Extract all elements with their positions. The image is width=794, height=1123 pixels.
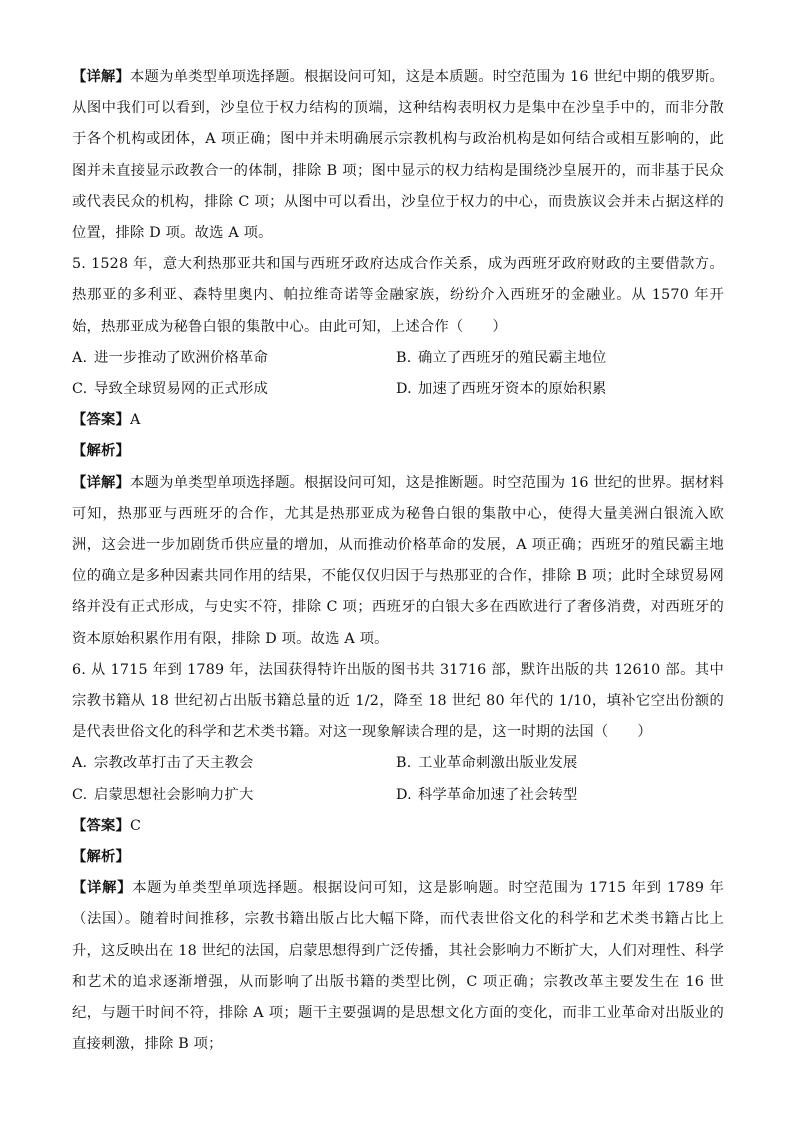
option-b <box>396 748 724 779</box>
option-text: 科学革命加速了社会转型 <box>418 786 578 803</box>
answer-text: C <box>130 817 142 834</box>
option-d <box>396 780 724 811</box>
answer-tag: 【答案】 <box>72 817 130 834</box>
detail-paragraph <box>72 62 724 249</box>
question-5-options <box>72 343 724 405</box>
option-text: 启蒙思想社会影响力扩大 <box>94 786 254 803</box>
question-6: 6. 从 1715 年到 1789 年，法国获得特许出版的图书共 31716 部，默许出版的共 12610 部。其中宗教书籍从 18 世纪初占出版书籍总量的近 1/2，降至 18 世纪 80 年代的 1/10，填补它空出份额的是代表世俗文化的科学和艺术类书籍。对这一现象解读合理的是，这一时期的法国（ ） <box>72 661 724 741</box>
analysis-line <box>72 436 724 467</box>
document-page <box>72 62 724 1061</box>
answer-line <box>72 811 724 842</box>
option-b <box>396 343 724 374</box>
option-letter: A. <box>72 349 88 366</box>
option-text: 导致全球贸易网的正式形成 <box>94 381 268 398</box>
option-letter: D. <box>396 381 412 398</box>
detail-text: 本题为单类型单项选择题。根据设问可知，这是推断题。时空范围为 16 世纪的世界。据材料可知，热那亚与西班牙的合作，尤其是热那亚成为秘鲁白银的集散中心，使得大量美洲白银流入欧洲，这会进一步加剧货币供应量的增加，从而推动价格革命的发展，A 项正确；西班牙的殖民霸主地位的确立是多种因素共同作用的结果，不能仅仅归因于与热那亚的合作，排除 B 项；此时全球贸易网络并没有正式形成，与史实不符，排除 C 项；西班牙的白银大多在西欧进行了奢侈消费，对西班牙的资本原始积累作用有限，排除 D 项。故选 A 项。 <box>72 474 724 647</box>
detail-paragraph <box>72 468 724 655</box>
option-c <box>72 780 396 811</box>
option-letter: B. <box>396 755 412 772</box>
option-c <box>72 374 396 405</box>
answer-line <box>72 405 724 436</box>
answer-text: A <box>130 412 141 429</box>
detail-text: 本题为单类型单项选择题。根据设问可知，这是影响题。时空范围为 1715 年到 1789 年（法国）。随着时间推移，宗教书籍出版占比大幅下降，而代表世俗文化的科学和艺术类书籍占比上升，这反映出在 18 世纪的法国，启蒙思想得到广泛传播，其社会影响力不断扩大，人们对理性、科学和艺术的追求逐渐增强，从而影响了出版书籍的类型比例，C 项正确；宗教改革主要发生在 16 世纪，与题干时间不符，排除 A 项；题干主要强调的是思想文化方面的变化，而非工业革命对出版业的直接刺激，排除 B 项； <box>72 880 724 1053</box>
option-letter: C. <box>72 786 88 803</box>
analysis-tag: 【解析】 <box>72 849 130 866</box>
question-6-options <box>72 748 724 810</box>
option-text: 工业革命刺激出版业发展 <box>418 755 578 772</box>
option-text: 宗教改革打击了天主教会 <box>94 755 254 772</box>
analysis-tag: 【解析】 <box>72 443 130 460</box>
option-text: 加速了西班牙资本的原始积累 <box>418 381 607 398</box>
analysis-line <box>72 842 724 873</box>
option-text: 确立了西班牙的殖民霸主地位 <box>418 349 607 366</box>
option-letter: A. <box>72 755 88 772</box>
detail-text: 本题为单类型单项选择题。根据设问可知，这是本质题。时空范围为 16 世纪中期的俄罗斯。从图中我们可以看到，沙皇位于权力结构的顶端，这种结构表明权力是集中在沙皇手中的，而非分散于各个机构或团体，A 项正确；图中并未明确展示宗教机构与政治机构是如何结合或相互影响的，此图并未直接显示政教合一的体制，排除 B 项；图中显示的权力结构是围绕沙皇展开的，而非基于民众或代表民众的机构，排除 C 项；从图中可以看出，沙皇位于权力的中心，而贵族议会并未占据这样的位置，排除 D 项。故选 A 项。 <box>72 69 724 242</box>
option-letter: B. <box>396 349 412 366</box>
detail-tag: 【详解】 <box>72 880 133 897</box>
detail-tag: 【详解】 <box>72 69 131 85</box>
option-text: 进一步推动了欧洲价格革命 <box>94 349 268 366</box>
option-d <box>396 374 724 405</box>
option-letter: D. <box>396 786 412 803</box>
detail-tag: 【详解】 <box>72 474 131 491</box>
option-letter: C. <box>72 381 88 398</box>
detail-paragraph <box>72 873 724 1060</box>
option-a <box>72 748 396 779</box>
answer-tag: 【答案】 <box>72 412 130 429</box>
option-a <box>72 343 396 374</box>
question-5: 5. 1528 年，意大利热那亚共和国与西班牙政府达成合作关系，成为西班牙政府财政的主要借款方。热那亚的多利亚、森特里奥内、帕拉维奇诺等金融家族，纷纷介入西班牙的金融业。从 1570 年开始，热那亚成为秘鲁白银的集散中心。由此可知，上述合作（ ） <box>72 256 724 335</box>
